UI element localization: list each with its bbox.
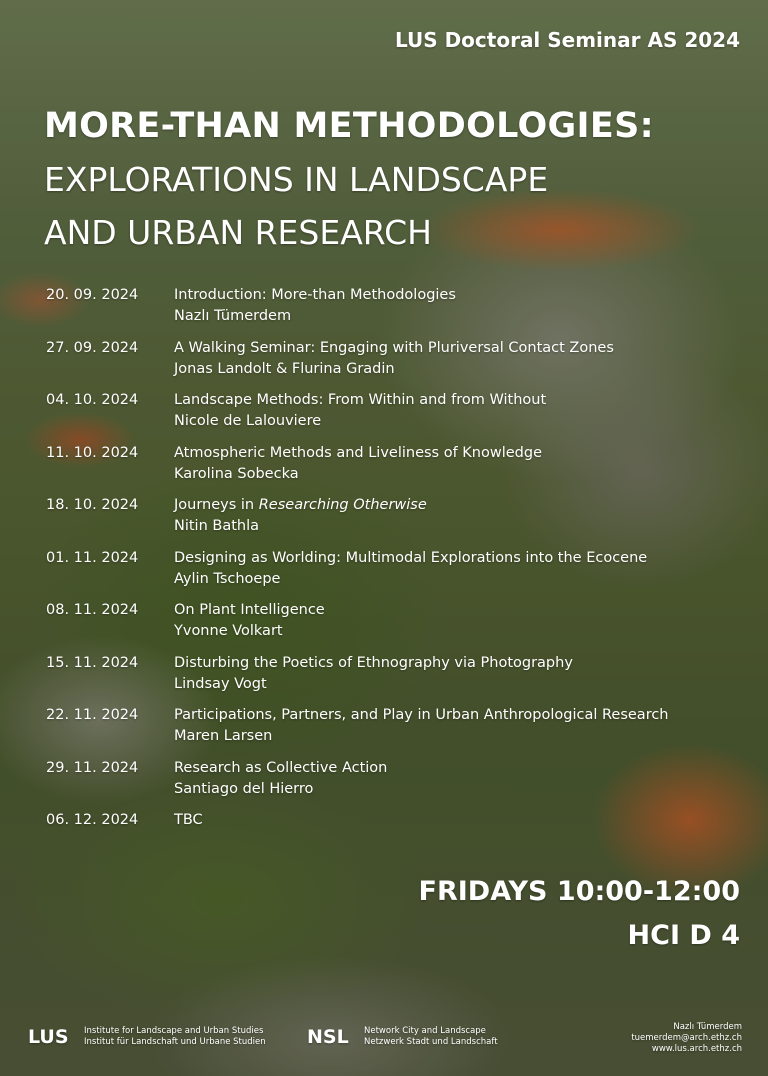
nsl-logo: NSL bbox=[307, 1026, 349, 1048]
lus-name-de: Institut für Landschaft und Urbane Studien bbox=[84, 1037, 266, 1047]
session-date: 15. 11. 2024 bbox=[46, 654, 139, 671]
session-title-prefix: Journeys in bbox=[174, 497, 259, 513]
schedule-row bbox=[46, 705, 726, 758]
title-line-3: AND URBAN RESEARCH bbox=[44, 213, 432, 252]
session-date: 08. 11. 2024 bbox=[46, 602, 139, 618]
session-title: Atmospheric Methods and Liveliness of Knowledge bbox=[174, 444, 543, 461]
schedule-row bbox=[46, 285, 726, 338]
session-title: Designing as Worlding: Multimodal Explorations into the Ecocene bbox=[174, 549, 648, 566]
session-title: TBC bbox=[174, 812, 203, 828]
session-time: FRIDAYS 10:00-12:00 bbox=[418, 876, 740, 907]
session-date: 18. 10. 2024 bbox=[46, 497, 139, 513]
seminar-label: LUS Doctoral Seminar AS 2024 bbox=[394, 28, 740, 52]
lus-name-en: Institute for Landscape and Urban Studies bbox=[84, 1026, 264, 1036]
schedule-row bbox=[46, 443, 726, 496]
poster-title bbox=[44, 100, 744, 259]
session-speaker: Nitin Bathla bbox=[174, 518, 260, 534]
schedule-list bbox=[46, 285, 726, 863]
session-date: 06. 12. 2024 bbox=[46, 812, 139, 828]
schedule-row bbox=[46, 495, 726, 548]
room: HCI D 4 bbox=[627, 920, 740, 951]
session-title-italic: Researching Otherwise bbox=[258, 497, 427, 513]
session-date: 01. 11. 2024 bbox=[46, 549, 139, 566]
schedule-row bbox=[46, 600, 726, 653]
schedule-row bbox=[46, 338, 726, 391]
schedule-row bbox=[46, 548, 726, 601]
schedule-row bbox=[46, 390, 726, 443]
session-speaker: Aylin Tschoepe bbox=[174, 570, 281, 587]
lus-logo: LUS bbox=[28, 1026, 69, 1048]
schedule-row bbox=[46, 758, 726, 811]
contact-email: tuemerdem@arch.ethz.ch bbox=[631, 1033, 742, 1043]
session-title: Participations, Partners, and Play in Urban Anthropological Research bbox=[174, 707, 669, 723]
session-title bbox=[174, 495, 726, 516]
session-speaker: Santiago del Hierro bbox=[174, 780, 314, 797]
session-speaker: Lindsay Vogt bbox=[174, 675, 267, 692]
session-title: A Walking Seminar: Engaging with Pluriversal Contact Zones bbox=[174, 339, 614, 356]
session-speaker: Nicole de Lalouviere bbox=[174, 413, 322, 429]
session-title: Research as Collective Action bbox=[174, 759, 388, 776]
title-line-1: MORE-THAN METHODOLOGIES: bbox=[44, 106, 654, 146]
session-date: 29. 11. 2024 bbox=[46, 759, 139, 776]
session-speaker: Karolina Sobecka bbox=[174, 465, 299, 482]
session-speaker: Maren Larsen bbox=[174, 728, 273, 744]
session-speaker: Nazlı Tümerdem bbox=[174, 308, 292, 324]
lus-institute-name bbox=[84, 1026, 266, 1048]
schedule-row bbox=[46, 810, 726, 863]
nsl-name-en: Network City and Landscape bbox=[364, 1026, 486, 1036]
session-date: 20. 09. 2024 bbox=[46, 287, 139, 303]
title-line-2: EXPLORATIONS IN LANDSCAPE bbox=[44, 160, 549, 199]
session-speaker: Yvonne Volkart bbox=[174, 623, 283, 639]
session-date: 04. 10. 2024 bbox=[46, 392, 139, 408]
session-title: Disturbing the Poetics of Ethnography via Photography bbox=[174, 654, 573, 671]
session-date: 22. 11. 2024 bbox=[46, 707, 139, 723]
session-date: 11. 10. 2024 bbox=[46, 444, 139, 461]
session-title: Landscape Methods: From Within and from Without bbox=[174, 392, 547, 408]
footer bbox=[0, 1020, 768, 1070]
contact-block bbox=[631, 1022, 742, 1055]
schedule-row bbox=[46, 653, 726, 706]
session-speaker: Jonas Landolt & Flurina Gradin bbox=[174, 360, 395, 377]
session-title: On Plant Intelligence bbox=[174, 602, 325, 618]
contact-name: Nazlı Tümerdem bbox=[673, 1022, 742, 1032]
nsl-name-de: Netzwerk Stadt und Landschaft bbox=[364, 1037, 498, 1047]
session-date: 27. 09. 2024 bbox=[46, 339, 139, 356]
nsl-network-name bbox=[364, 1026, 498, 1048]
session-title: Introduction: More-than Methodologies bbox=[174, 287, 456, 303]
time-and-location bbox=[419, 870, 741, 958]
contact-website: www.lus.arch.ethz.ch bbox=[651, 1044, 742, 1054]
